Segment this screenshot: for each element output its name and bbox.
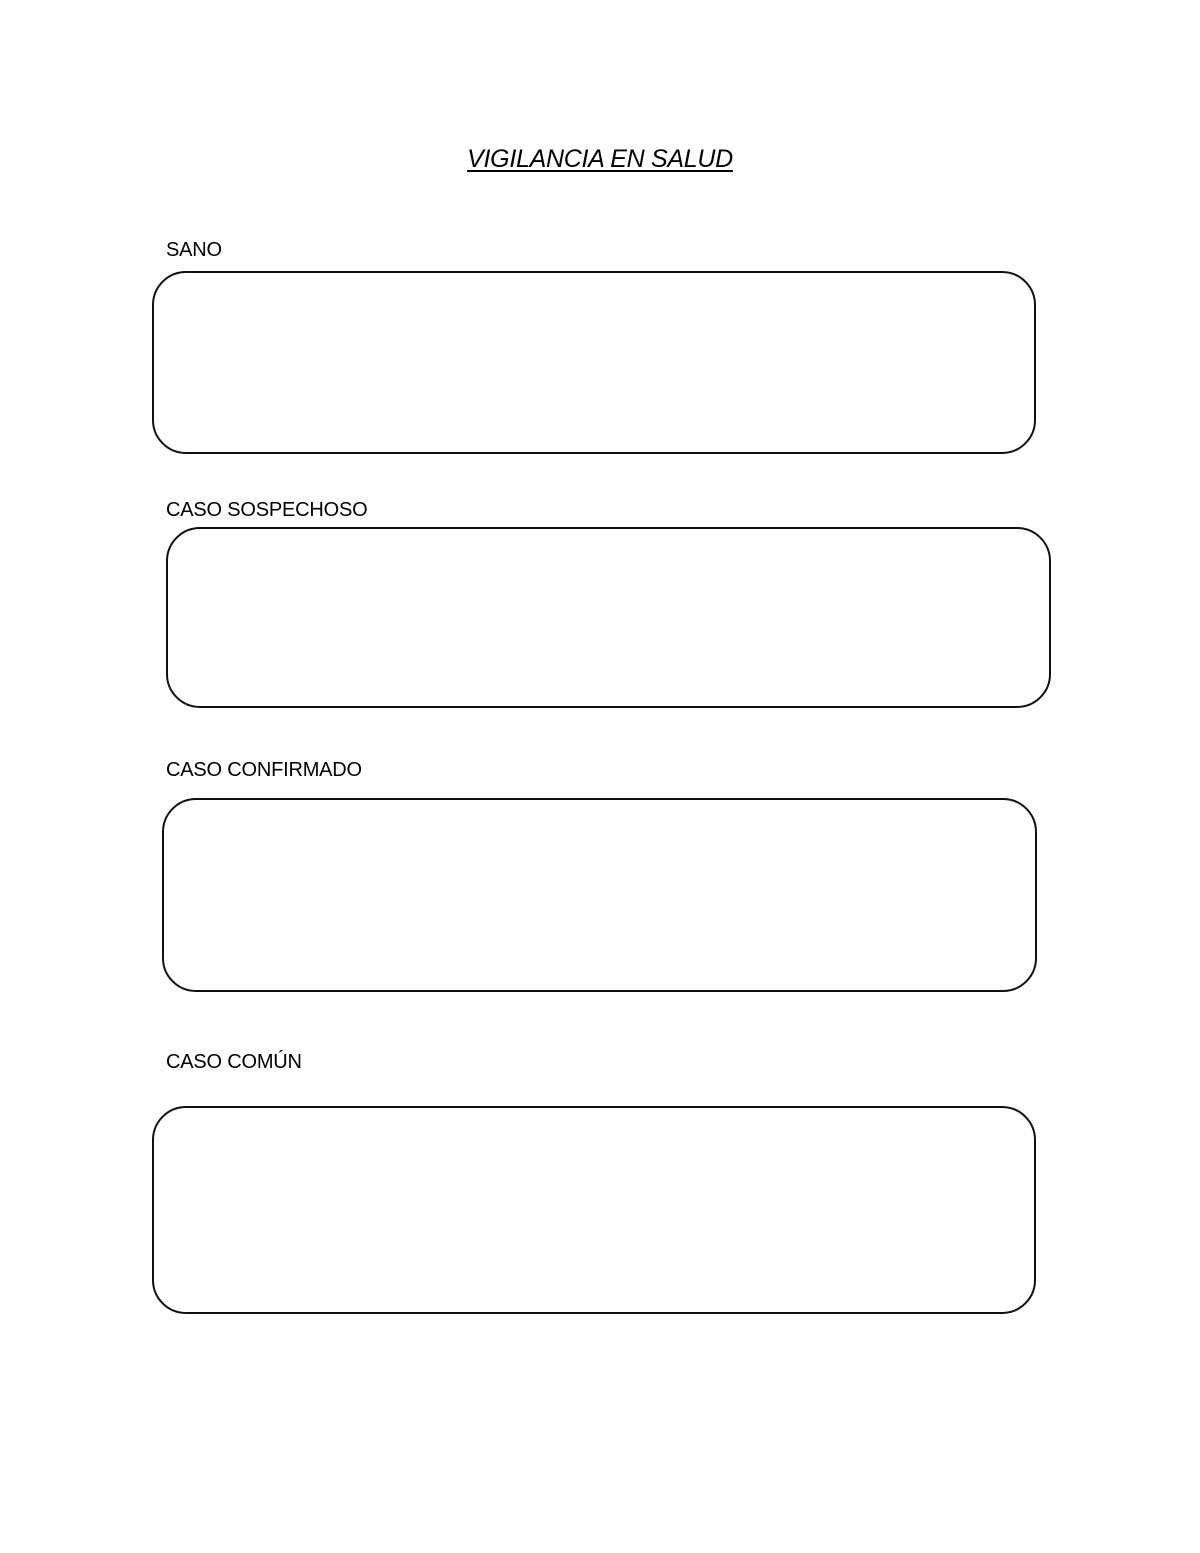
section-box-caso-confirmado: [162, 798, 1037, 992]
section-box-caso-comun: [152, 1106, 1036, 1314]
section-box-sano: [152, 271, 1036, 454]
section-label-caso-comun: CASO COMÚN: [166, 1051, 302, 1073]
section-label-caso-sospechoso: CASO SOSPECHOSO: [166, 499, 368, 521]
section-label-sano: SANO: [166, 239, 222, 261]
section-label-caso-confirmado: CASO CONFIRMADO: [166, 759, 362, 781]
page-title: VIGILANCIA EN SALUD: [467, 145, 733, 173]
section-box-caso-sospechoso: [166, 527, 1051, 708]
